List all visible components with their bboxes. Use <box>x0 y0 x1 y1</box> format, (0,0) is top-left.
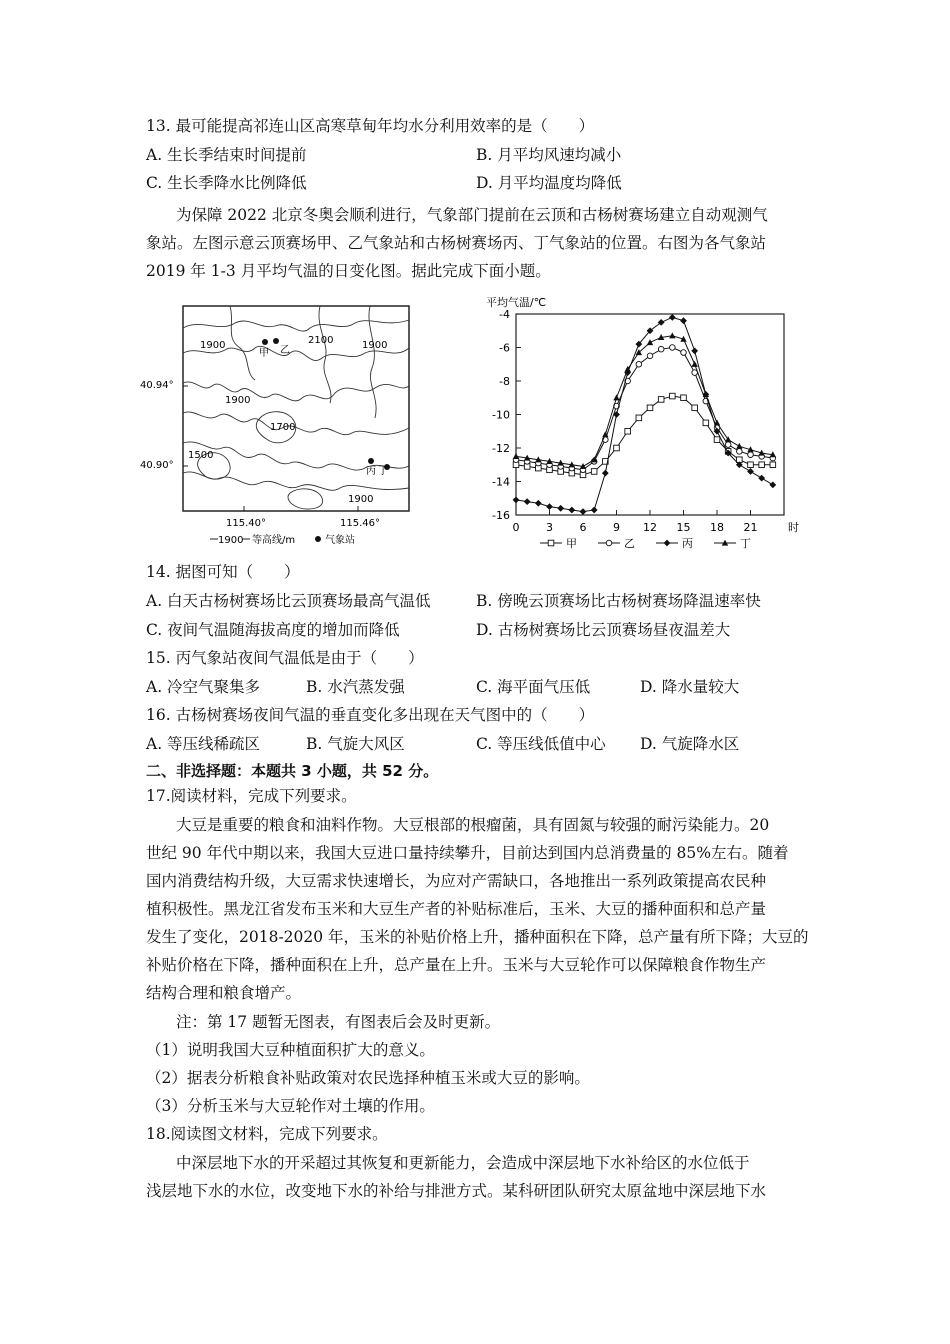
data-point <box>647 339 653 345</box>
lat-label: 40.94° <box>140 380 174 391</box>
x-tick-label: 3 <box>546 521 553 534</box>
data-point <box>625 428 631 434</box>
q15-option-c: C. 海平面气压低 <box>476 678 591 696</box>
data-point <box>636 361 642 367</box>
section-2-heading: 二、非选择题：本题共 3 小题，共 52 分。 <box>146 762 439 780</box>
q13-option-d: D. 月平均温度均降低 <box>476 174 622 192</box>
q17-para-line: 世纪 90 年代中期以来，我国大豆进口量持续攀升，目前达到国内总消费量的 85%左右。随着 <box>146 844 789 862</box>
q16-option-c: C. 等压线低值中心 <box>476 735 606 753</box>
data-point <box>747 468 754 475</box>
data-point <box>591 507 598 514</box>
data-point <box>647 353 653 359</box>
x-tick-label: 9 <box>613 521 620 534</box>
data-point <box>669 332 675 338</box>
contour-label: 1900 <box>348 494 374 505</box>
contour-label: 1500 <box>188 450 214 461</box>
intro-line-1: 为保障 2022 北京冬奥会顺利进行，气象部门提前在云顶和古杨树赛场建立自动观测气 <box>176 206 768 224</box>
data-point <box>664 540 671 547</box>
data-point <box>680 317 687 324</box>
legend-label: 丁 <box>740 537 751 550</box>
station-dot-bing <box>368 458 374 464</box>
data-point <box>614 445 620 451</box>
temperature-chart <box>470 294 810 556</box>
q18-stem: 18.阅读图文材料，完成下列要求。 <box>146 1125 388 1143</box>
q16-option-b: B. 气旋大风区 <box>306 735 405 753</box>
q15-option-b: B. 水汽蒸发强 <box>306 678 405 696</box>
data-point <box>513 453 519 459</box>
q15-option-d: D. 降水量较大 <box>640 678 740 696</box>
q14-stem: 14. 据图可知（ ） <box>146 563 300 581</box>
data-point <box>681 395 687 401</box>
data-point <box>681 350 687 356</box>
y-tick-label: -12 <box>492 442 510 455</box>
lon-label: 115.40° <box>226 518 266 529</box>
data-point <box>691 347 698 354</box>
intro-line-3: 2019 年 1-3 月平均气温的日变化图。据此完成下面小题。 <box>146 262 551 280</box>
q16-option-d: D. 气旋降水区 <box>640 735 740 753</box>
station-label-ding: 丁 <box>378 466 388 477</box>
legend-station-label: 气象站 <box>325 535 355 546</box>
contour-label: 1900 <box>362 340 388 351</box>
data-point <box>748 452 754 458</box>
data-point <box>602 470 609 477</box>
data-point <box>658 397 664 403</box>
data-point <box>669 314 676 321</box>
q17-para-line: 大豆是重要的粮食和油料作物。大豆根部的根瘤菌，具有固氮与较强的耐污染能力。20 <box>176 816 770 834</box>
q15-stem: 15. 丙气象站夜间气温低是由于（ ） <box>146 649 424 667</box>
q16-option-a: A. 等压线稀疏区 <box>146 735 261 753</box>
data-point <box>591 469 597 475</box>
y-tick-label: -4 <box>499 308 510 321</box>
q17-sub-2: （2）据表分析粮食补贴政策对农民选择种植玉米或大豆的影响。 <box>146 1069 590 1087</box>
q17-sub-3: （3）分析玉米与大豆轮作对土壤的作用。 <box>146 1097 435 1115</box>
series-line-乙 <box>516 348 773 470</box>
intro-line-2: 象站。左图示意云顶赛场甲、乙气象站和古杨树赛场丙、丁气象站的位置。右图为各气象站 <box>146 234 767 252</box>
y-tick-label: -6 <box>499 341 510 355</box>
data-point <box>524 498 531 505</box>
chart-xlabel: 时 <box>788 521 799 534</box>
x-tick-label: 18 <box>710 521 724 534</box>
data-point <box>692 405 698 411</box>
q14-option-a: A. 白天古杨树赛场比云顶赛场最高气温低 <box>146 592 431 610</box>
data-point <box>691 361 697 367</box>
legend-label: 丙 <box>682 537 693 550</box>
q17-para-line: 国内消费结构升级，大豆需求快速增长，为应对产需缺口，各地推出一系列政策提高农民种 <box>146 872 767 890</box>
x-tick-label: 12 <box>643 521 657 534</box>
q18-para-line: 中深层地下水的开采超过其恢复和更新能力，会造成中深层地下水补给区的水位低于 <box>176 1154 750 1172</box>
x-tick-label: 0 <box>512 521 520 534</box>
station-label-bing: 丙 <box>366 466 376 477</box>
data-point <box>759 462 765 468</box>
contour-label: 1700 <box>270 422 296 433</box>
contour-label: 1900 <box>225 395 251 406</box>
data-point <box>613 394 619 400</box>
y-tick-label: -14 <box>492 475 510 489</box>
data-point <box>737 449 743 455</box>
data-point <box>748 462 754 468</box>
data-point <box>758 475 765 482</box>
station-label-jia: 甲 <box>259 348 269 359</box>
legend-contour-label: 等高线/m <box>252 535 296 546</box>
x-tick-label: 15 <box>676 521 691 534</box>
data-point <box>513 497 520 504</box>
legend-label: 甲 <box>566 537 577 550</box>
y-tick-label: -16 <box>492 509 510 522</box>
q17-stem: 17.阅读材料，完成下列要求。 <box>146 787 357 805</box>
data-point <box>580 508 587 515</box>
data-point <box>546 503 553 510</box>
station-dot-jia <box>262 339 268 345</box>
q18-para-line: 浅层地下水的水位，改变地下水的补给与排泄方式。某科研团队研究太原盆地中深层地下水 <box>146 1182 767 1200</box>
data-point <box>658 346 664 352</box>
q14-option-d: D. 古杨树赛场比云顶赛场昼夜温差大 <box>476 621 731 639</box>
q13-stem: 13. 最可能提高祁连山区高寒草甸年均水分利用效率的是（ ） <box>146 117 595 135</box>
station-label-yi: 乙 <box>280 345 290 356</box>
q17-note: 注：第 17 题暂无图表，有图表后会及时更新。 <box>176 1013 501 1031</box>
legend-station-dot <box>315 536 321 542</box>
q17-sub-1: （1）说明我国大豆种植面积扩大的意义。 <box>146 1041 435 1059</box>
data-point <box>535 500 542 507</box>
data-point <box>647 405 653 411</box>
data-point <box>670 393 676 399</box>
lon-label: 115.46° <box>340 518 380 529</box>
y-tick-label: -8 <box>499 375 510 388</box>
map-frame <box>183 306 409 511</box>
legend-contour-value: 1900 <box>218 535 244 546</box>
data-point <box>568 507 575 514</box>
data-point <box>636 415 642 421</box>
data-point <box>714 437 720 443</box>
series-line-丁 <box>516 336 773 467</box>
chart-ylabel: 平均气温/℃ <box>486 296 547 309</box>
data-point <box>770 462 776 468</box>
data-point <box>670 345 676 351</box>
x-tick-label: 6 <box>579 521 587 534</box>
station-dot-yi <box>273 338 279 344</box>
q16-stem: 16. 古杨树赛场夜间气温的垂直变化多出现在天气图中的（ ） <box>146 706 595 724</box>
q14-option-c: C. 夜间气温随海拔高度的增加而降低 <box>146 621 400 639</box>
q17-para-line: 发生了变化，2018-2020 年，玉米的补贴价格上升，播种面积在下降，总产量有所下降；大豆的 <box>146 928 809 946</box>
data-point <box>725 442 731 448</box>
x-tick-label: 21 <box>743 521 758 534</box>
data-point <box>769 481 776 488</box>
lat-label: 40.90° <box>140 460 174 471</box>
contour-label: 2100 <box>308 335 334 346</box>
data-point <box>548 540 554 546</box>
q13-option-a: A. 生长季结束时间提前 <box>146 146 307 164</box>
q13-option-b: B. 月平均风速均减小 <box>476 146 622 164</box>
contour-map <box>140 298 430 550</box>
data-point <box>557 505 564 512</box>
legend-label: 乙 <box>624 537 635 550</box>
series-line-甲 <box>516 396 773 475</box>
y-tick-label: -10 <box>492 408 510 422</box>
q15-option-a: A. 冷空气聚集多 <box>146 678 261 696</box>
data-point <box>606 540 612 546</box>
data-point <box>736 443 742 449</box>
q17-para-line: 植积极性。黑龙江省发布玉米和大豆生产者的补贴标准后，玉米、大豆的播种面积和总产量 <box>146 900 767 918</box>
contour-label: 1900 <box>200 340 226 351</box>
q17-para-line: 补贴价格在下降，播种面积在上升，总产量在上升。玉米与大豆轮作可以保障粮食作物生产 <box>146 956 767 974</box>
q14-option-b: B. 傍晚云顶赛场比古杨树赛场降温速率快 <box>476 592 761 610</box>
q17-para-line: 结构合理和粮食增产。 <box>146 984 302 1002</box>
data-point <box>703 420 709 426</box>
series-line-丙 <box>516 317 773 511</box>
q13-option-c: C. 生长季降水比例降低 <box>146 174 307 192</box>
